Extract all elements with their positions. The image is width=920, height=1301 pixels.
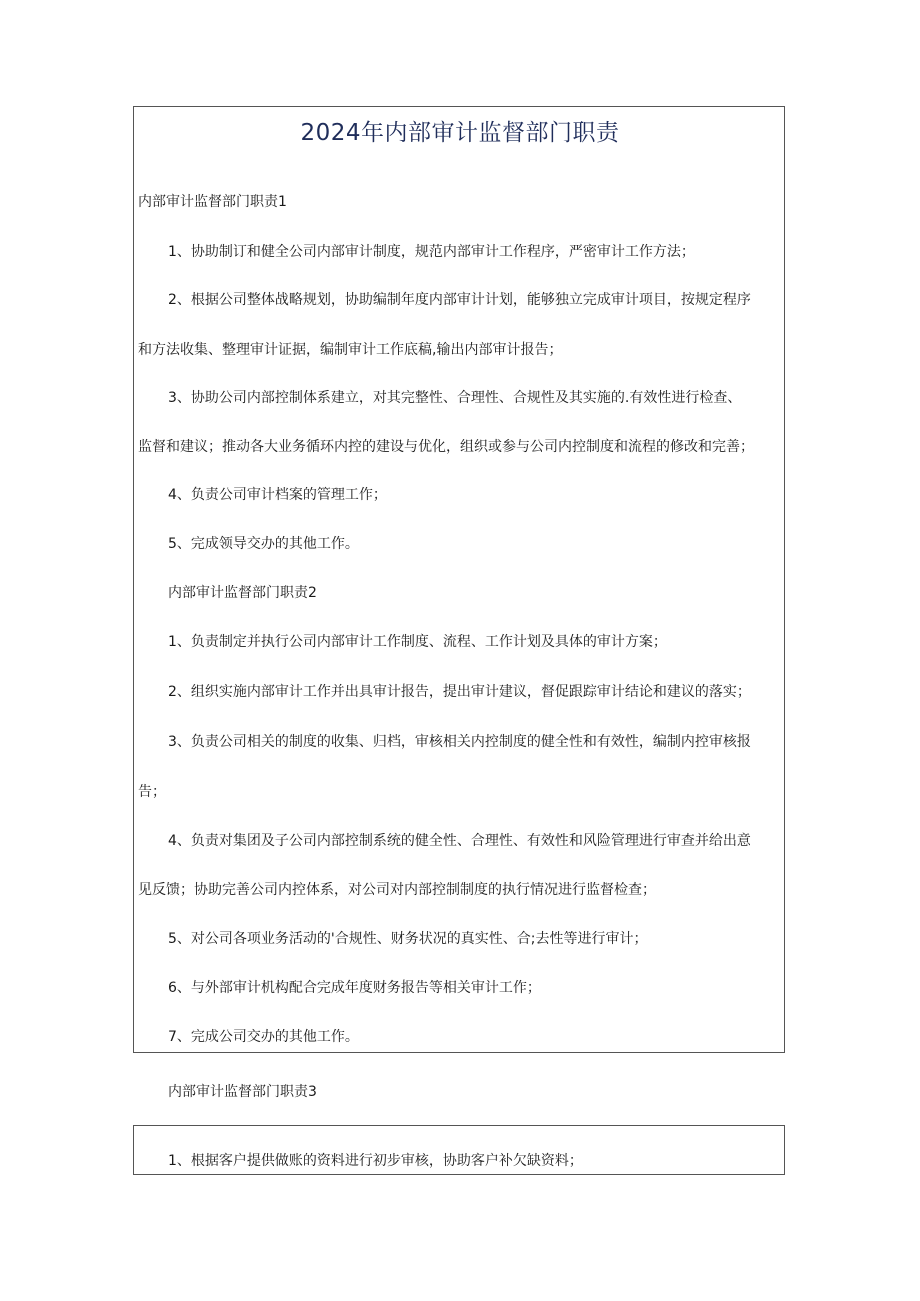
paragraph-line: 4、负责对集团及子公司内部控制系统的健全性、合理性、有效性和风险管理进行审查并给出意 [168, 833, 751, 849]
document-title: 2024年内部审计监督部门职责 [300, 120, 620, 146]
paragraph-line: 4、负责公司审计档案的管理工作； [168, 487, 387, 503]
paragraph-line: 1、负责制定并执行公司内部审计工作制度、流程、工作计划及具体的审计方案； [168, 634, 667, 650]
paragraph-line: 见反馈；协助完善公司内控体系，对公司对内部控制制度的执行情况进行监督检查； [138, 882, 656, 898]
paragraph-line: 告； [138, 784, 166, 800]
paragraph-line: 2、根据公司整体战略规划，协助编制年度内部审计计划，能够独立完成审计项目，按规定程序 [168, 292, 751, 308]
section-heading-3: 内部审计监督部门职责3 [168, 1084, 317, 1100]
section-heading-1: 内部审计监督部门职责1 [138, 194, 287, 210]
paragraph-line: 7、完成公司交办的其他工作。 [168, 1029, 359, 1045]
paragraph-line: 3、负责公司相关的制度的收集、归档，审核相关内控制度的健全性和有效性，编制内控审核报 [168, 734, 751, 750]
paragraph-line: 1、根据客户提供做账的资料进行初步审核，协助客户补欠缺资料； [168, 1153, 583, 1169]
paragraph-line: 和方法收集、整理审计证据，编制审计工作底稿,输出内部审计报告； [138, 342, 563, 358]
paragraph-line: 监督和建议；推动各大业务循环内控的建设与优化，组织或参与公司内控制度和流程的修改和完善； [138, 439, 754, 455]
paragraph-line: 1、协助制订和健全公司内部审计制度，规范内部审计工作程序，严密审计工作方法； [168, 244, 695, 260]
section-heading-2: 内部审计监督部门职责2 [168, 585, 317, 601]
paragraph-line: 3、协助公司内部控制体系建立，对其完整性、合理性、合规性及其实施的.有效性进行检查、 [168, 390, 742, 406]
paragraph-line: 2、组织实施内部审计工作并出具审计报告，提出审计建议，督促跟踪审计结论和建议的落实； [168, 684, 751, 700]
paragraph-line: 6、与外部审计机构配合完成年度财务报告等相关审计工作； [168, 980, 541, 996]
paragraph-line: 5、完成领导交办的其他工作。 [168, 536, 359, 552]
paragraph-line: 5、对公司各项业务活动的'合规性、财务状况的真实性、合;去性等进行审计； [168, 931, 648, 947]
